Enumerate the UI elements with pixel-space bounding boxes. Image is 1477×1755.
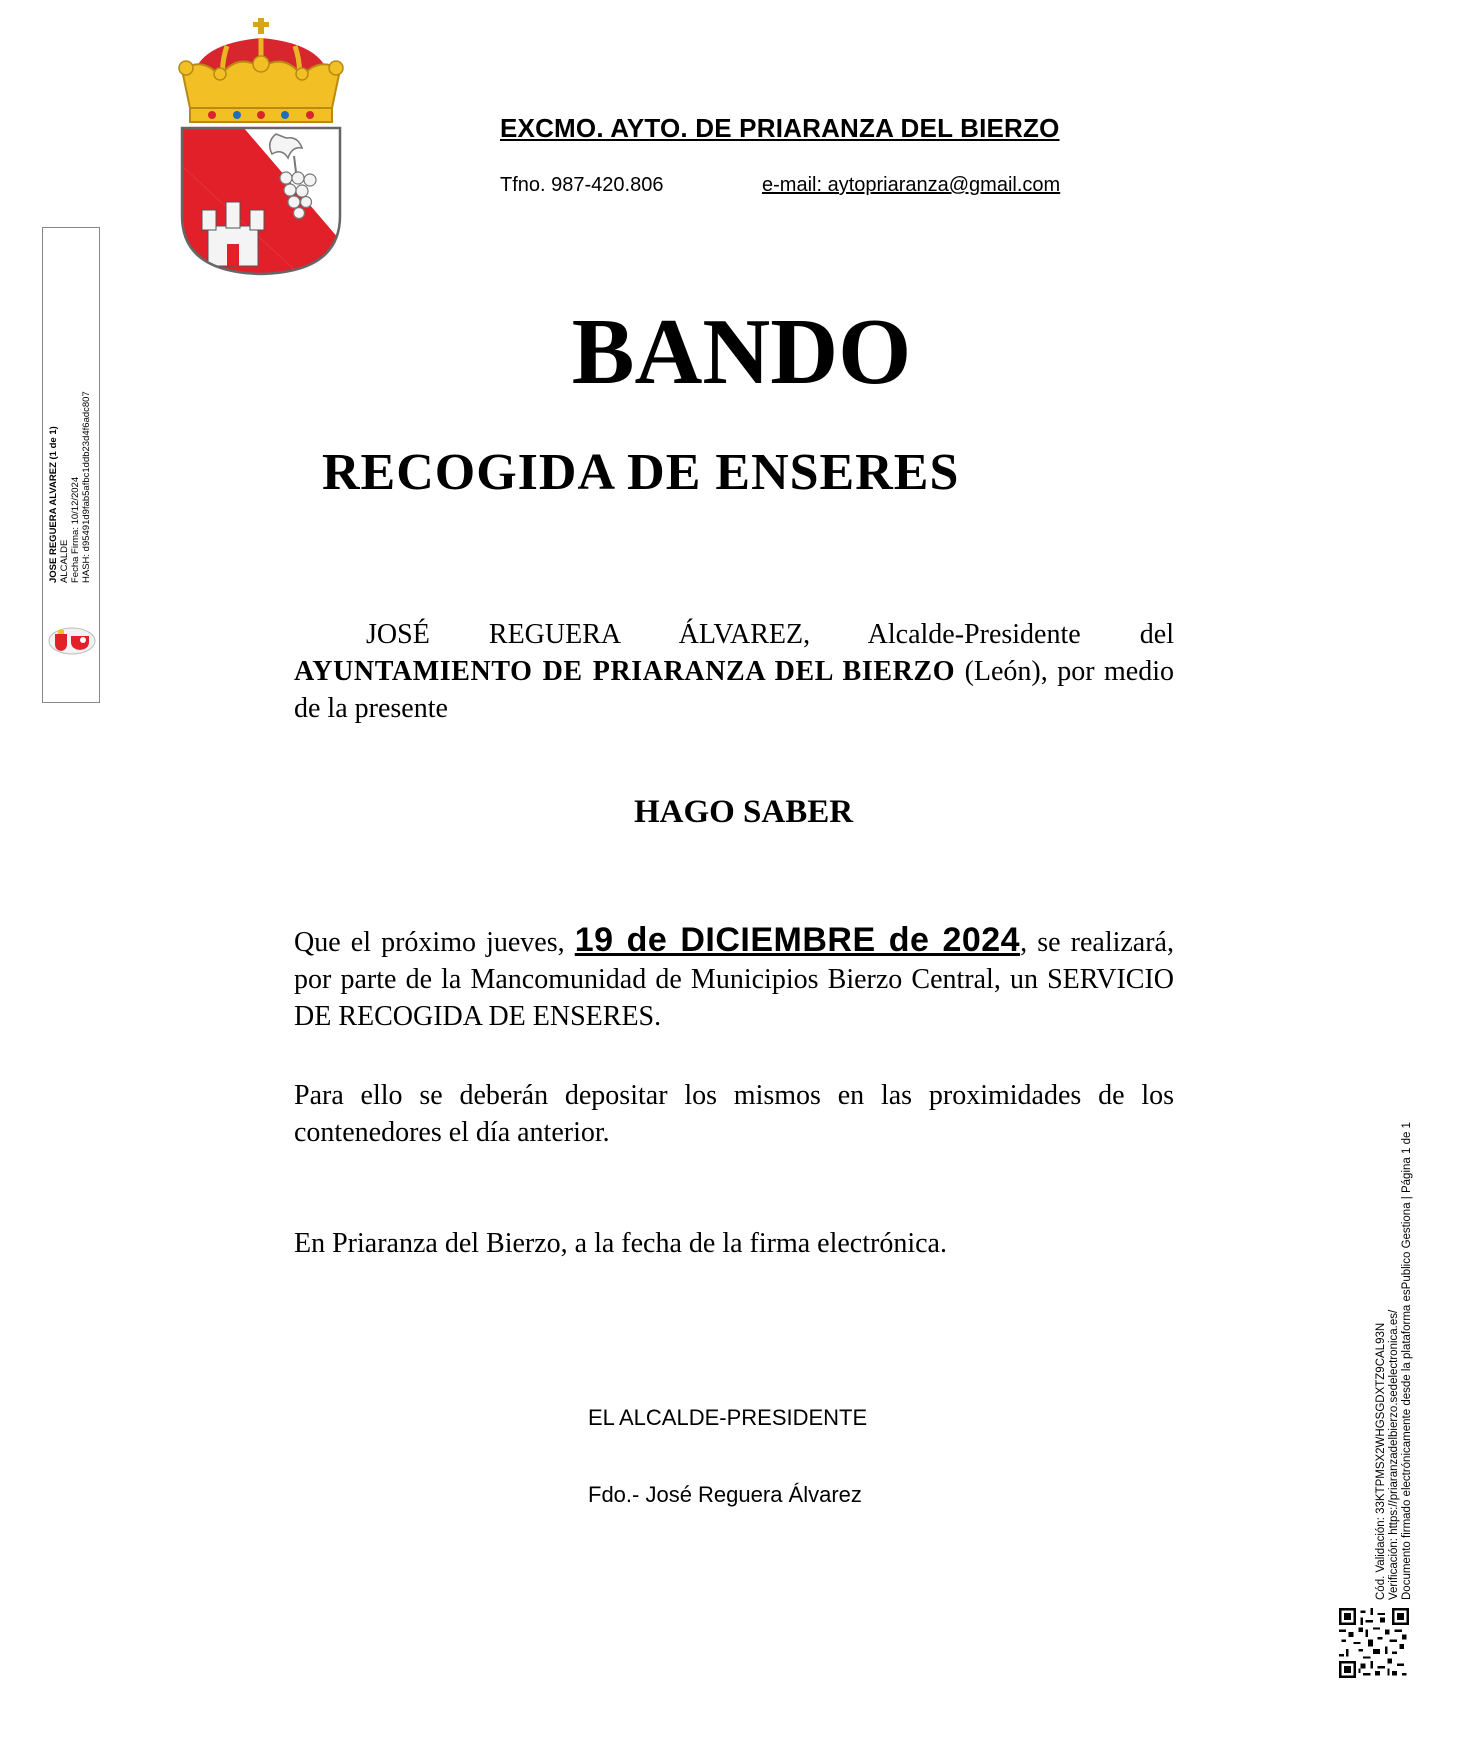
event-date: 19 de DICIEMBRE de 2024 — [574, 921, 1021, 959]
contact-line — [500, 174, 1110, 197]
stamp-sign-date: Fecha Firma: 10/12/2024 — [70, 476, 81, 583]
validation-code: Cód. Validación: 33KTPMSX2WHGSGDXTZ9CAL93N — [1375, 1322, 1387, 1600]
date-paragraph — [294, 922, 1174, 1035]
phone-number: Tfno. 987-420.806 — [500, 174, 664, 196]
document-subtitle: RECOGIDA DE ENSERES — [322, 444, 960, 501]
announcement-heading: HAGO SABER — [633, 794, 854, 830]
stamp-coat-of-arms-icon — [47, 626, 97, 656]
document-title: BANDO — [571, 300, 912, 404]
intro-paragraph — [294, 616, 1174, 727]
validation-strip — [1375, 1122, 1414, 1600]
validation-platform: Documento firmado electrónicamente desde la plataforma esPublico Gestiona | Página 1 de 1 — [1401, 1122, 1413, 1600]
date-text-after: , se realizará, por parte de la Mancomunidad de Municipios Bierzo Central, un SERVICIO DE RECOGIDA DE ENSERES. — [294, 927, 1174, 1032]
signature-stamp-text — [48, 353, 92, 583]
intro-text-1: JOSÉ REGUERA ÁLVAREZ, Alcalde-Presidente del — [366, 619, 1174, 650]
intro-org-bold: AYUNTAMIENTO DE PRIARANZA DEL BIERZO — [294, 656, 956, 687]
deposit-paragraph: Para ello se deberán depositar los mismos en las proximidades de los contenedores el día anterior. — [294, 1080, 1174, 1148]
stamp-signer-role: ALCALDE — [59, 539, 70, 583]
qr-code-icon[interactable] — [1339, 1608, 1409, 1678]
organization-name: EXCMO. AYTO. DE PRIARANZA DEL BIERZO — [500, 113, 1060, 143]
email-address: e-mail: aytopriaranza@gmail.com — [762, 174, 1061, 196]
place-date-paragraph: En Priaranza del Bierzo, a la fecha de la firma electrónica. — [294, 1228, 947, 1259]
intro-text-2: (León), por medio de la presente — [294, 656, 1174, 724]
stamp-hash: HASH: d95491d9fab5afbc1ddb23d4f6adc807 — [81, 391, 92, 583]
signature-name: Fdo.- José Reguera Álvarez — [588, 1482, 862, 1507]
signature-role: EL ALCALDE-PRESIDENTE — [588, 1405, 868, 1430]
date-text-before: Que el próximo jueves, — [294, 927, 575, 958]
validation-url: Verificación: https://priaranzadelbierzo.sedelectronica.es/ — [1388, 1309, 1400, 1600]
stamp-signer-name: JOSE REGUERA ALVAREZ (1 de 1) — [48, 426, 59, 583]
coat-of-arms-icon — [172, 16, 352, 278]
